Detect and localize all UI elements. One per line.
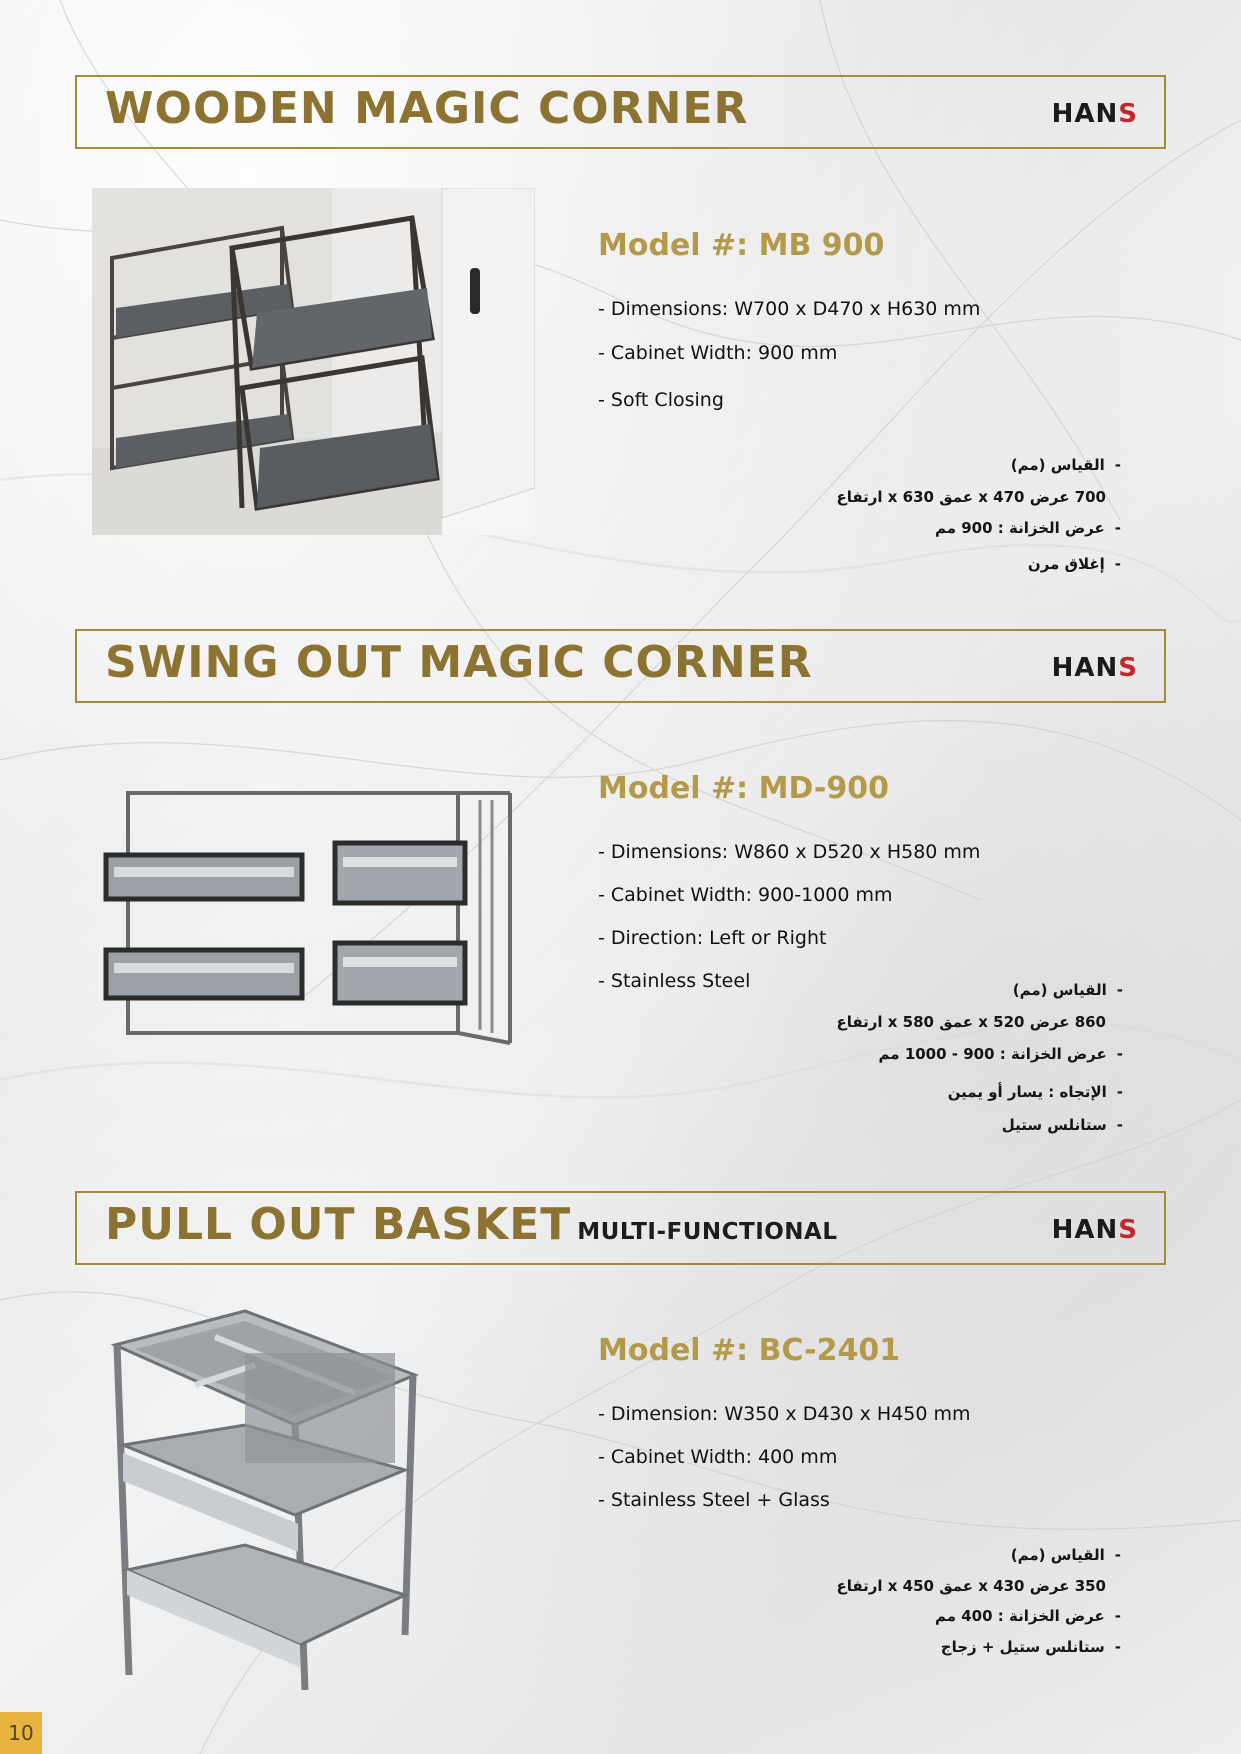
product-photo-pull-out-basket bbox=[105, 1305, 425, 1690]
spec-dimensions: - Dimension: W350 x D430 x H450 mm bbox=[598, 1403, 971, 1425]
section-title-box bbox=[75, 75, 1166, 149]
arabic-spec-line: -عرض الخزانة : 400 مم bbox=[934, 1607, 1121, 1625]
arabic-spec-line: 700 عرض x 470 عمق x 630 ارتفاع bbox=[836, 488, 1106, 506]
page-number: 10 bbox=[0, 1712, 42, 1754]
spec-dimensions: - Dimensions: W860 x D520 x H580 mm bbox=[598, 841, 981, 863]
arabic-spec-line: -القياس (مم) bbox=[1012, 981, 1123, 999]
brand-logo: HANS bbox=[1051, 653, 1138, 683]
brand-logo: HANS bbox=[1051, 99, 1138, 129]
section-title: WOODEN MAGIC CORNER bbox=[105, 83, 749, 134]
arabic-spec-line: -عرض الخزانة : 900 - 1000 مم bbox=[878, 1045, 1123, 1063]
arabic-spec-line: -الإتجاه : يسار أو يمين bbox=[947, 1083, 1123, 1101]
arabic-spec-line: 860 عرض x 520 عمق x 580 ارتفاع bbox=[836, 1013, 1106, 1031]
spec-dimensions: - Dimensions: W700 x D470 x H630 mm bbox=[598, 298, 981, 320]
spec-direction: - Direction: Left or Right bbox=[598, 927, 827, 949]
arabic-spec-line: -القياس (مم) bbox=[1010, 1546, 1121, 1564]
arabic-spec-line: -إغلاق مرن bbox=[1027, 555, 1121, 573]
spec-material: - Stainless Steel bbox=[598, 970, 751, 992]
arabic-spec-line: -ستانلس ستيل bbox=[1001, 1116, 1123, 1134]
spec-cabinet-width: - Cabinet Width: 900-1000 mm bbox=[598, 884, 893, 906]
model-number: Model #: MB 900 bbox=[598, 228, 885, 263]
arabic-spec-line: -ستانلس ستيل + زجاج bbox=[940, 1638, 1121, 1656]
product-photo-swing-out-magic-corner bbox=[100, 785, 520, 1050]
model-number: Model #: BC-2401 bbox=[598, 1333, 901, 1368]
section-subtitle: MULTI-FUNCTIONAL bbox=[577, 1219, 838, 1245]
spec-cabinet-width: - Cabinet Width: 900 mm bbox=[598, 342, 838, 364]
arabic-spec-line: -القياس (مم) bbox=[1010, 456, 1121, 474]
arabic-spec-line: 350 عرض x 430 عمق x 450 ارتفاع bbox=[836, 1577, 1106, 1595]
model-number: Model #: MD-900 bbox=[598, 771, 889, 806]
spec-soft-closing: - Soft Closing bbox=[598, 389, 724, 411]
section-title: PULL OUT BASKET MULTI-FUNCTIONAL bbox=[105, 1199, 838, 1250]
spec-material: - Stainless Steel + Glass bbox=[598, 1489, 830, 1511]
spec-cabinet-width: - Cabinet Width: 400 mm bbox=[598, 1446, 838, 1468]
section-title: SWING OUT MAGIC CORNER bbox=[105, 637, 813, 688]
arabic-spec-line: -عرض الخزانة : 900 مم bbox=[934, 519, 1121, 537]
section-title-box bbox=[75, 629, 1166, 703]
section-title-box bbox=[75, 1191, 1166, 1265]
product-photo-wooden-magic-corner bbox=[92, 188, 535, 535]
brand-logo: HANS bbox=[1051, 1215, 1138, 1245]
